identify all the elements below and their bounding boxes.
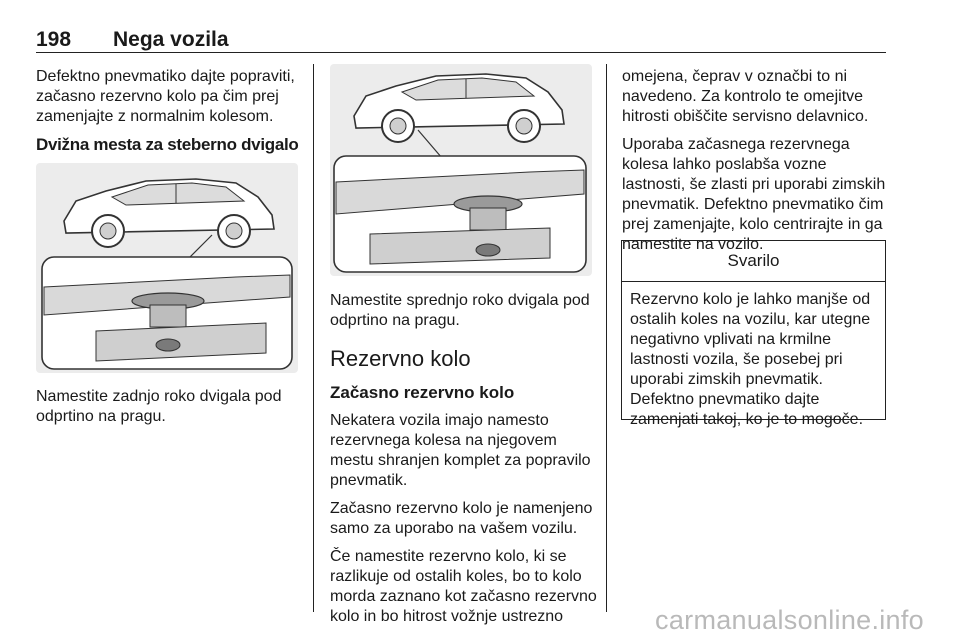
warning-text: Rezervno kolo je lahko manjše od ostalih koles na vozilu, kar utegne negativno vplivati na krmilne lastnosti vozila, še posebej pri uporabi zimskih pnevmatik. Defektno pnevmatiko dajte zamenjati takoj, ko je to mogoče. [630, 291, 871, 428]
column-divider-1 [313, 64, 314, 612]
column-1-caption-block [36, 387, 306, 435]
watermark: carmanualsonline.info [655, 605, 924, 635]
column-2 [330, 291, 600, 635]
column-1 [36, 67, 306, 155]
paragraph-speed-limit: Če namestite rezervno kolo, ki se razlikuje od ostalih koles, bo to kolo morda zaznano kot začasno rezervno kolo in bo hitrost vožnje ustrezno [330, 548, 597, 625]
temporary-spare-heading: Začasno rezervno kolo [330, 383, 515, 402]
spare-wheel-heading: Rezervno kolo [330, 346, 471, 371]
page-number: 198 [36, 28, 72, 51]
paragraph-repair-kit: Nekatera vozila imajo namesto rezervnega kolesa na njegovem mestu shranjen komplet za popravilo pnevmatik. [330, 412, 591, 489]
section-title: Nega vozila [113, 28, 229, 51]
rear-lift-caption: Namestite zadnjo roko dvigala pod odprtino na pragu. [36, 388, 282, 425]
column-3 [622, 67, 890, 263]
front-lift-drawing [330, 64, 592, 276]
rear-lift-drawing [36, 163, 298, 373]
warning-title: Svarilo [622, 241, 885, 282]
paragraph-speed-limit-continued: omejena, čeprav v označbi to ni navedeno. Za kontrolo te omejitve hitrosti obiščite servisno delavnico. [622, 68, 869, 125]
warning-box [621, 240, 886, 428]
column-divider-2 [606, 64, 607, 612]
rear-lift-illustration [36, 163, 298, 373]
front-lift-illustration [330, 64, 592, 276]
front-lift-caption: Namestite sprednjo roko dvigala pod odprtino na pragu. [330, 292, 590, 329]
paragraph-handling: Uporaba začasnega rezervnega kolesa lahko poslabša vozne lastnosti, še zlasti pri uporabi zimskih pnevmatik. Defektno pnevmatiko čim prej zamenjajte, kolo centrirajte in ga namestite na vozilo. [622, 136, 886, 253]
paragraph-spare-use: Začasno rezervno kolo je namenjeno samo za uporabo na vašem vozilu. [330, 500, 593, 537]
lift-points-heading: Dvižna mesta za steberno dvigalo [36, 135, 299, 154]
intro-paragraph: Defektno pnevmatiko dajte popraviti, začasno rezervno kolo pa čim prej zamenjajte z normalnim kolesom. [36, 68, 295, 125]
header-rule [36, 52, 886, 53]
